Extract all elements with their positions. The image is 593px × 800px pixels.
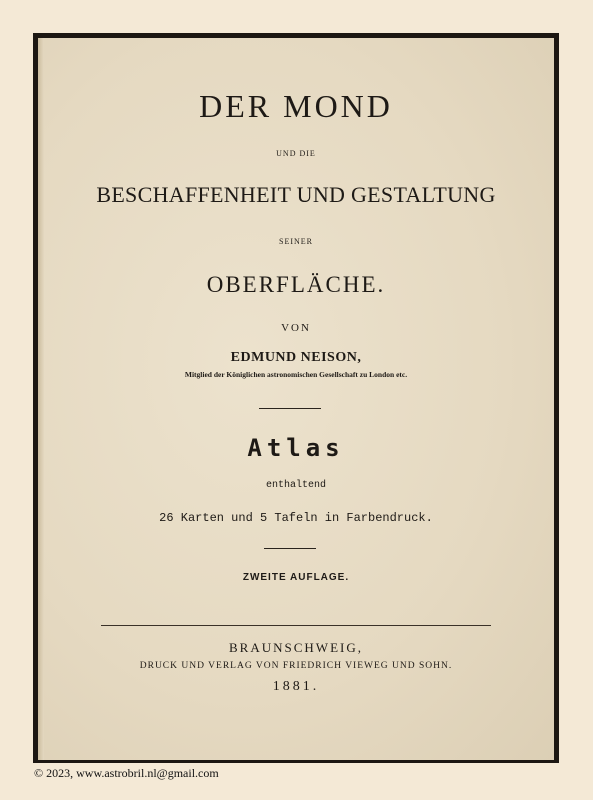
contents-text: 26 Karten und 5 Tafeln in Farbendruck. xyxy=(159,511,433,525)
city-text: BRAUNSCHWEIG, xyxy=(229,640,363,655)
enthaltend-text: enthaltend xyxy=(265,480,326,491)
oberflaeche-text: OBERFLÄCHE. xyxy=(206,272,386,297)
year-text: 1881. xyxy=(272,679,320,694)
author-name: EDMUND NEISON, xyxy=(230,350,362,365)
title-page xyxy=(38,38,554,760)
edition-text: ZWEITE AUFLAGE. xyxy=(242,572,350,583)
subtitle: BESCHAFFENHEIT UND GESTALTUNG xyxy=(96,182,496,207)
author-note: Mitglied der Königlichen astronomischen Gesellschaft zu London etc. xyxy=(184,370,408,379)
copyright-notice: © 2023, www.astrobril.nl@gmail.com xyxy=(34,766,219,780)
book-title: DER MOND xyxy=(199,88,393,124)
divider-rule xyxy=(264,548,316,549)
publisher-text: DRUCK UND VERLAG VON FRIEDRICH VIEWEG UND SOHN. xyxy=(139,661,453,671)
von-text: VON xyxy=(281,322,311,334)
und-die-text: UND DIE xyxy=(276,149,316,158)
seiner-text: SEINER xyxy=(279,237,313,246)
atlas-heading: Atlas xyxy=(247,434,345,462)
divider-rule xyxy=(259,408,321,409)
imprint-rule xyxy=(101,625,491,626)
